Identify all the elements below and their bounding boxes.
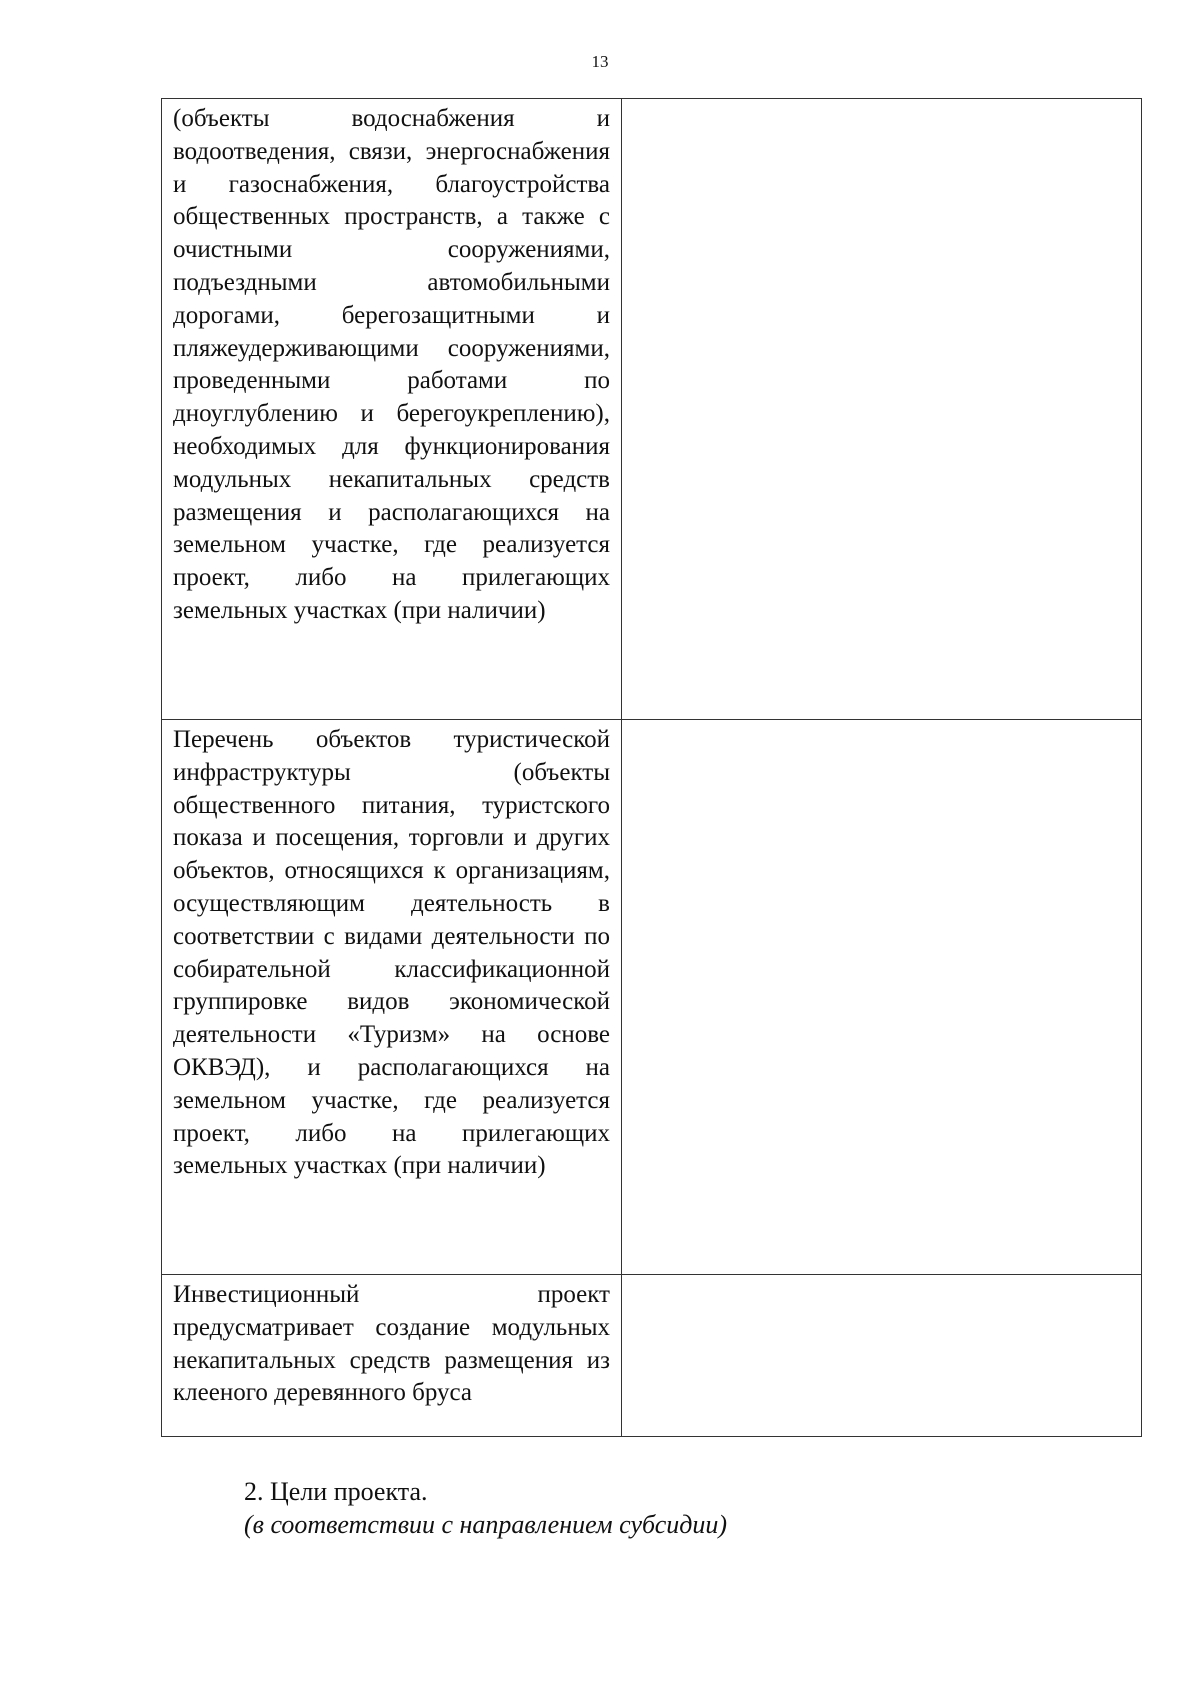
project-info-table [161,98,1142,1437]
section-subtitle: (в соответствии с направлением субсидии) [244,1510,728,1539]
section-title: 2. Цели проекта. [244,1477,428,1506]
section-goals [244,1475,727,1541]
table-cell-value [622,720,1142,1275]
table-row [162,99,1142,720]
table-row [162,1275,1142,1437]
page-number: 13 [591,52,609,71]
table-cell-description: Инвестиционный проект предусматривает создание модульных некапитальных средств размещения из клееного деревянного бруса [162,1275,622,1437]
table-row [162,720,1142,1275]
table-cell-description: Перечень объектов туристической инфраструктуры (объекты общественного питания, туристского показа и посещения, торговли и других объектов, относящихся к организациям, осуществляющим деятельность в соответствии с видами деятельности по собирательной классификационной группировке видов экономической деятельности «Туризм» на основе ОКВЭД), и располагающихся на земельном участке, где реализуется проект, либо на прилегающих земельных участках (при наличии) [162,720,622,1275]
table-cell-value [622,1275,1142,1437]
table-cell-value [622,99,1142,720]
table-cell-description: (объекты водоснабжения и водоотведения, связи, энергоснабжения и газоснабжения, благоустройства общественных пространств, а также с очистными сооружениями, подъездными автомобильными дорогами, берегозащитными и пляжеудерживающими сооружениями, проведенными работами по дноуглублению и берегоукреплению), необходимых для функционирования модульных некапитальных средств размещения и располагающихся на земельном участке, где реализуется проект, либо на прилегающих земельных участках (при наличии) [162,99,622,720]
